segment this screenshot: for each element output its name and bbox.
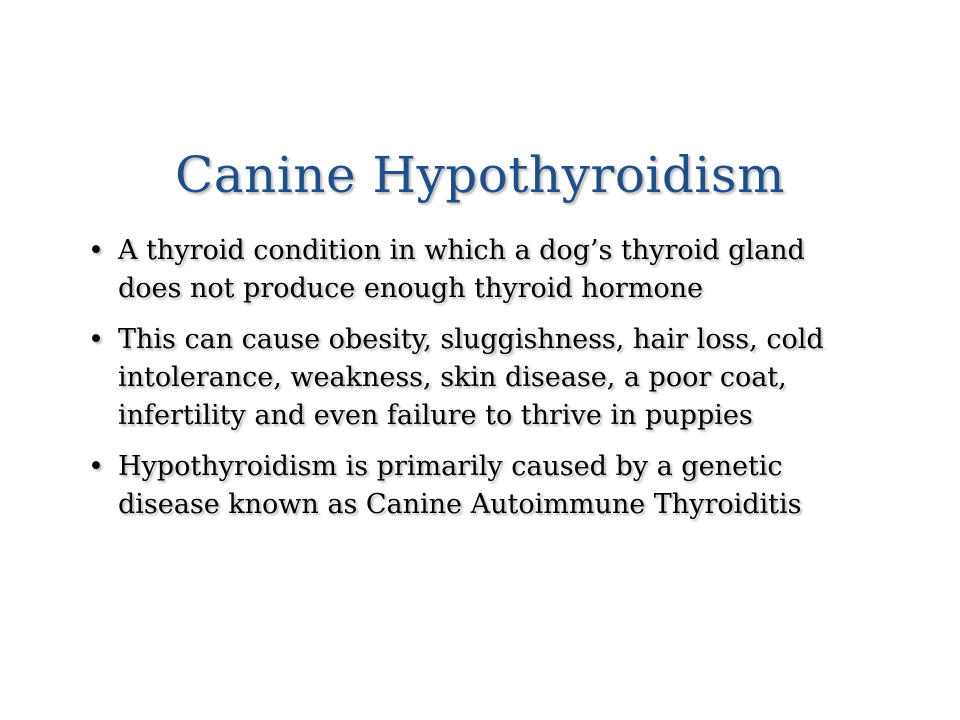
bullet-icon: • [88, 235, 104, 266]
bullet-text-3: Hypothyroidism is primarily caused by a genetic disease known as Canine Autoimmune Thyroiditis [118, 451, 802, 520]
bullet-item-1 [80, 232, 860, 308]
slide-title: Canine Hypothyroidism [174, 146, 785, 204]
bullet-list [80, 232, 860, 537]
bullet-icon: • [88, 324, 104, 355]
bullet-item-3 [80, 448, 860, 524]
bullet-icon: • [88, 451, 104, 482]
bullet-item-2 [80, 321, 860, 435]
bullet-text-1: A thyroid condition in which a dog’s thyroid gland does not produce enough thyroid hormone [118, 235, 805, 304]
bullet-text-2: This can cause obesity, sluggishness, hair loss, cold intolerance, weakness, skin disease, a poor coat, infertility and even failure to thrive in puppies [118, 324, 824, 431]
